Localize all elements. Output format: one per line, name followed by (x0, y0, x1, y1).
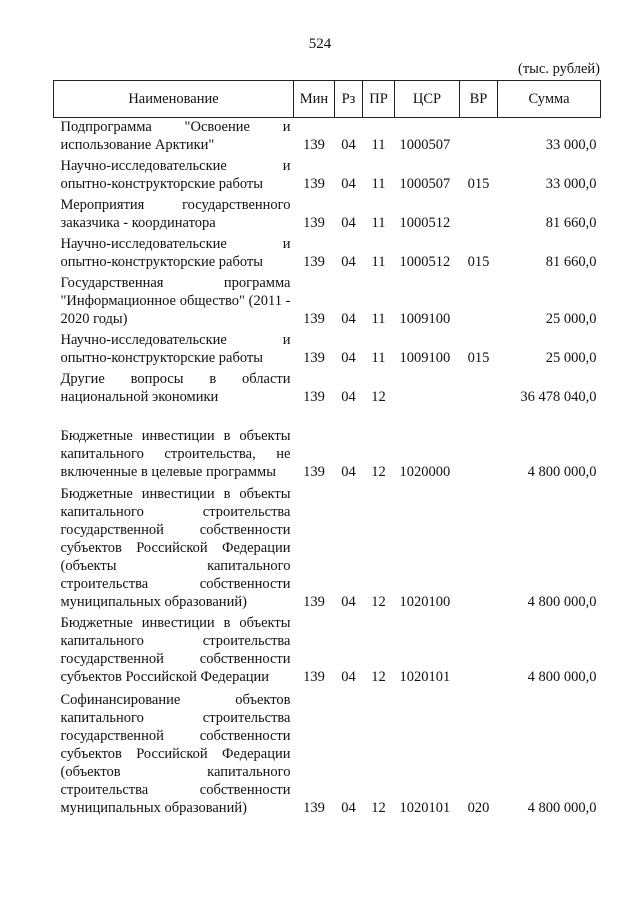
row-min: 139 (303, 669, 325, 685)
units-label: (тыс. рублей) (518, 61, 600, 77)
budget-table (53, 80, 601, 820)
table-row (54, 235, 601, 274)
row-pr: 11 (371, 176, 386, 192)
row-min: 139 (303, 389, 325, 405)
row-min: 139 (303, 800, 325, 816)
row-csr (395, 370, 460, 409)
row-vr (460, 196, 498, 235)
row-sum: 33 000,0 (545, 176, 597, 192)
row-sum: 4 800 000,0 (527, 669, 597, 685)
row-sum: 81 660,0 (545, 254, 597, 270)
row-vr (460, 370, 498, 409)
row-pr: 11 (371, 215, 386, 231)
row-rz: 04 (341, 215, 356, 231)
row-pr: 12 (371, 669, 386, 685)
row-rz: 04 (341, 669, 356, 685)
row-name: Другие вопросы в области национальной экономики (60, 371, 291, 405)
row-csr: 1000512 (399, 215, 451, 231)
row-sum: 36 478 040,0 (520, 389, 597, 405)
row-csr: 1020100 (399, 594, 451, 610)
row-sum: 4 800 000,0 (527, 464, 597, 480)
header-csr: ЦСР (395, 81, 460, 118)
row-vr (460, 118, 498, 158)
header-sum: Сумма (498, 81, 601, 118)
row-name: Научно-исследовательские и опытно-конструкторские работы (60, 332, 291, 366)
row-csr: 1020101 (399, 669, 451, 685)
row-min: 139 (303, 137, 325, 153)
row-csr: 1000507 (399, 137, 451, 153)
header-pr: ПР (363, 81, 395, 118)
row-csr: 1020000 (399, 464, 451, 480)
row-pr: 11 (371, 350, 386, 366)
row-rz: 04 (341, 800, 356, 816)
row-csr: 1000507 (399, 176, 451, 192)
row-name: Софинансирование объектов капитального строительства государственной собственности субъектов Российской Федерации (объектов капитального строительства собственности муниципальных образований) (60, 692, 291, 816)
row-name: Бюджетные инвестиции в объекты капитального строительства государственной собственности субъектов Российской Федерации (60, 615, 291, 685)
header-name: Наименование (54, 81, 294, 118)
row-rz: 04 (341, 311, 356, 327)
table-row (54, 196, 601, 235)
table-row (54, 118, 601, 158)
table-row (54, 484, 601, 614)
row-min: 139 (303, 594, 325, 610)
row-sum: 33 000,0 (545, 137, 597, 153)
row-pr: 12 (371, 800, 386, 816)
row-min: 139 (303, 254, 325, 270)
row-name: Бюджетные инвестиции в объекты капитального строительства государственной собственности субъектов Российской Федерации (объекты капитального строительства собственности муниципальных образований) (60, 486, 291, 610)
header-vr: ВР (460, 81, 498, 118)
row-vr: 015 (467, 254, 490, 270)
row-name: Научно-исследовательские и опытно-конструкторские работы (60, 236, 291, 270)
row-pr: 11 (371, 137, 386, 153)
header-min: Мин (294, 81, 335, 118)
row-pr: 12 (371, 594, 386, 610)
row-min: 139 (303, 464, 325, 480)
row-sum: 25 000,0 (545, 350, 597, 366)
row-sum: 25 000,0 (545, 311, 597, 327)
row-csr: 1020101 (399, 800, 451, 816)
page-number: 524 (308, 36, 332, 52)
row-rz: 04 (341, 389, 356, 405)
row-pr: 11 (371, 311, 386, 327)
header-rz: Рз (335, 81, 363, 118)
row-rz: 04 (341, 464, 356, 480)
row-name: Научно-исследовательские и опытно-конструкторские работы (60, 158, 291, 192)
row-sum: 4 800 000,0 (527, 594, 597, 610)
row-vr (460, 409, 498, 484)
row-pr: 11 (371, 254, 386, 270)
row-min: 139 (303, 176, 325, 192)
row-pr: 12 (371, 464, 386, 480)
row-name: Мероприятия государственного заказчика - координатора (60, 197, 291, 231)
table-header-row (54, 81, 601, 118)
row-vr: 015 (467, 176, 490, 192)
row-min: 139 (303, 215, 325, 231)
table-row (54, 689, 601, 820)
row-vr (460, 614, 498, 689)
row-rz: 04 (341, 137, 356, 153)
table-row (54, 614, 601, 689)
row-name: Государственная программа "Информационное общество" (2011 - 2020 годы) (60, 275, 291, 327)
row-rz: 04 (341, 254, 356, 270)
row-vr (460, 484, 498, 614)
row-vr (460, 274, 498, 331)
table-row (54, 370, 601, 409)
row-rz: 04 (341, 594, 356, 610)
table-row (54, 409, 601, 484)
row-min: 139 (303, 311, 325, 327)
row-name: Подпрограмма "Освоение и использование Арктики" (60, 119, 291, 153)
row-vr: 015 (467, 350, 490, 366)
row-csr: 1009100 (399, 350, 451, 366)
table-row (54, 157, 601, 196)
row-sum: 81 660,0 (545, 215, 597, 231)
table-row (54, 274, 601, 331)
row-csr: 1009100 (399, 311, 451, 327)
row-csr: 1000512 (399, 254, 451, 270)
row-sum: 4 800 000,0 (527, 800, 597, 816)
row-pr: 12 (371, 389, 386, 405)
row-rz: 04 (341, 350, 356, 366)
row-rz: 04 (341, 176, 356, 192)
table-row (54, 331, 601, 370)
row-min: 139 (303, 350, 325, 366)
row-vr: 020 (467, 800, 490, 816)
row-name: Бюджетные инвестиции в объекты капитального строительства, не включенные в целевые программы (60, 428, 291, 480)
